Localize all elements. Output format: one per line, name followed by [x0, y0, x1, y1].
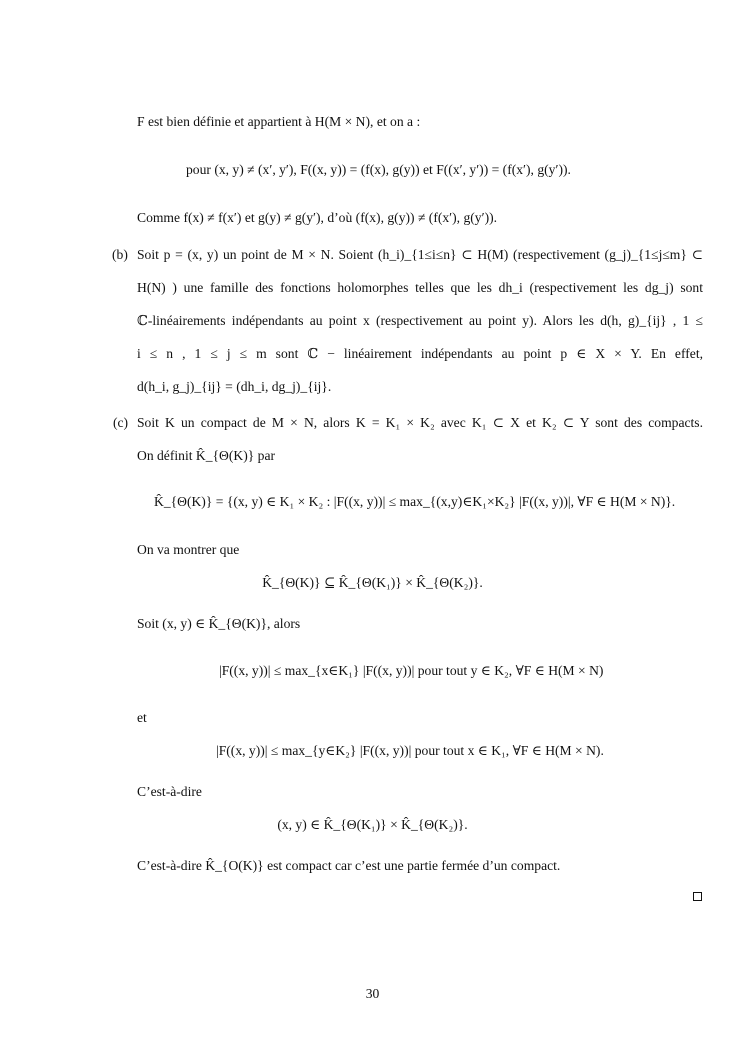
equation-max-x: |F((x, y))| ≤ max_{x∈K₁} |F((x, y))| pour tout y ∈ K₂, ∀F ∈ H(M × N) [219, 663, 604, 678]
page-number: 30 [365, 986, 380, 1001]
item-b-line-1: Soit p = (x, y) un point de M × N. Soient (h_i)_{1≤i≤n} ⊂ H(M) (respectivement (g_j)_{1≤j≤m} ⊂ [137, 247, 703, 262]
equation-pour: pour (x, y) ≠ (x′, y′), F((x, y)) = (f(x), g(y)) et F((x′, y′)) = (f(x′), g(y′)). [186, 162, 571, 177]
item-c-line-1: Soit K un compact de M × N, alors K = K₁ × K₂ avec K₁ ⊂ X et K₂ ⊂ Y sont des compacts. [137, 415, 703, 430]
equation-membership: (x, y) ∈ K̂_{Θ(K₁)} × K̂_{Θ(K₂)}. [277, 817, 468, 832]
item-c-line-3: On va montrer que [137, 542, 240, 557]
intro-line: F est bien définie et appartient à H(M × N), et on a : [137, 114, 421, 129]
item-c-line-5: et [137, 710, 147, 725]
item-c-label: (c) [113, 415, 129, 430]
item-b-line-4: i ≤ n , 1 ≤ j ≤ m sont ℂ − linéairement indépendants au point p ∈ X × Y. En effet, [137, 346, 703, 361]
qed-square-icon [693, 892, 702, 901]
equation-inclusion: K̂_{Θ(K)} ⊆ K̂_{Θ(K₁)} × K̂_{Θ(K₂)}. [262, 575, 483, 590]
item-c-line-2: On définit K̂_{Θ(K)} par [137, 448, 276, 463]
comme-line: Comme f(x) ≠ f(x′) et g(y) ≠ g(y′), d’où (f(x), g(y)) ≠ (f(x′), g(y′)). [137, 210, 498, 225]
item-b-label: (b) [112, 247, 128, 262]
item-b-line-5: d(h_i, g_j)_{ij} = (dh_i, dg_j)_{ij}. [137, 379, 332, 394]
item-c-line-7: C’est-à-dire K̂_{O(K)} est compact car c’est une partie fermée d’un compact. [137, 858, 561, 873]
item-b-line-2: H(N) ) une famille des fonctions holomorphes telles que les dh_i (respectivement les dg_j) sont [137, 280, 703, 295]
equation-max-y: |F((x, y))| ≤ max_{y∈K₂} |F((x, y))| pour tout x ∈ K₁, ∀F ∈ H(M × N). [216, 743, 604, 758]
item-c-line-4: Soit (x, y) ∈ K̂_{Θ(K)}, alors [137, 616, 301, 631]
item-c-line-6: C’est-à-dire [137, 784, 202, 799]
item-b-line-3: ℂ-linéairements indépendants au point x (respectivement au point y). Alors les d(h, g)_{ij} , 1 ≤ [137, 313, 703, 328]
equation-k-hat-definition: K̂_{Θ(K)} = {(x, y) ∈ K₁ × K₂ : |F((x, y))| ≤ max_{(x,y)∈K₁×K₂} |F((x, y))|, ∀F ∈ H(M × N)}. [154, 494, 676, 509]
